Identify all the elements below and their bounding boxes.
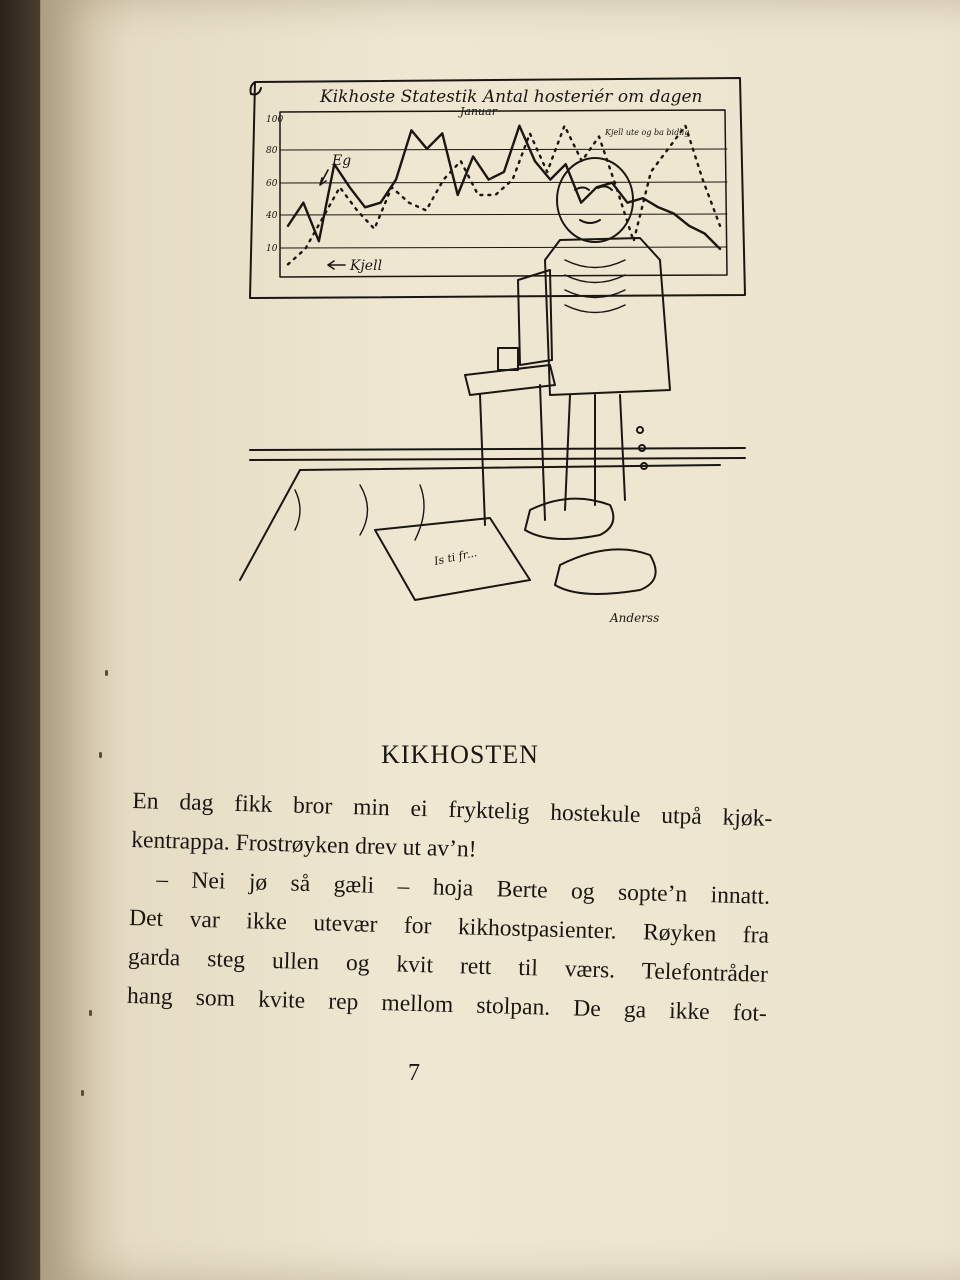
boy-shoe-right (555, 549, 656, 594)
text-line: kentrappa. Frostrøyken drev ut av’n! (131, 826, 477, 863)
gridline (280, 149, 727, 150)
boy-sweater-stripes (565, 260, 625, 313)
arrow-kjell-icon (328, 261, 345, 269)
coat-button (637, 427, 643, 433)
y-tick-label: 60 (266, 179, 278, 189)
y-tick-label: 40 (266, 211, 278, 221)
newspaper-text: Is ti fr... (432, 546, 479, 568)
chart-title: Kikhoste Statestik Antal hosteriér om dagen (320, 87, 703, 107)
chapter-title: KIKHOSTEN (381, 740, 539, 769)
series-line-kjell (288, 126, 720, 265)
gridline (280, 247, 727, 248)
binding-hole (81, 1090, 84, 1096)
y-tick-label: 80 (266, 146, 278, 156)
boy-coat (545, 238, 670, 395)
signature: Anderss (610, 611, 660, 625)
text-line: hang som kvite rep mellom stolpan. De ga ikke fot- (126, 982, 768, 1027)
chart-note: Kjell ute og ba bidlig (605, 128, 690, 137)
binding-hole (105, 670, 108, 676)
binding-hole (89, 1010, 92, 1016)
body-text (126, 782, 772, 1034)
floor-edge (240, 465, 720, 580)
label-kjell: Kjell (350, 258, 383, 274)
label-eg: Eg (332, 153, 352, 169)
boy-head (557, 158, 633, 242)
chart-subtitle: Januar (460, 105, 497, 118)
illustration (200, 60, 760, 660)
boy-figure (525, 158, 670, 594)
boy-mouth (580, 220, 600, 223)
wall-line (250, 448, 745, 460)
text-line: Det var ikke utevær for kikhostpasienter. Røyken fra (128, 904, 770, 949)
boy-shoe-left (525, 499, 613, 539)
text-line: En dag fikk bror min ei fryktelig hostekule utpå kjøk- (132, 787, 773, 832)
y-tick-label: 100 (266, 115, 284, 125)
text-line: garda steg ullen og kvit rett til værs. Telefontråder (127, 943, 769, 988)
text-line: – Nei jø så gæli – hoja Berte og sopte’n innatt. (155, 866, 771, 910)
ink-bottle-icon (498, 348, 518, 370)
stool-legs (480, 385, 545, 525)
series-kjell-line (288, 126, 720, 265)
gridline (280, 214, 727, 215)
boy-legs (565, 395, 625, 510)
page-number: 7 (408, 1060, 420, 1086)
y-tick-label: 10 (266, 244, 278, 254)
floor-boards (295, 485, 424, 540)
